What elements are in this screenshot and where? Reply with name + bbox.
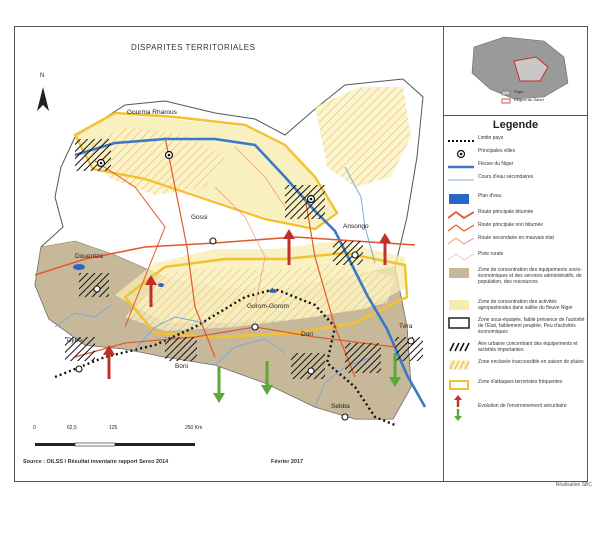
legend-item-enclaved-zone: Zone enclavée inaccessible en saison de pluies (448, 359, 586, 375)
city-marker (210, 238, 216, 244)
legend-item-concentration-zone: Zone de concentration des équipements socio-économiques et des services administratifs, de population, des ressources (448, 267, 586, 297)
map-date: Février 2017 (271, 459, 304, 465)
city-marker (408, 338, 414, 344)
arrow-down-1 (213, 367, 225, 403)
legend-item-country-border: Limite pays (478, 135, 504, 141)
town-gorom-gorom: Gorom-Gorom (247, 303, 289, 310)
scale-tick-1: 62,5 (67, 425, 77, 431)
urban-area-7 (291, 353, 325, 379)
city-marker (252, 324, 258, 330)
scale-tick-3: 250 Km (185, 425, 203, 431)
city-marker (94, 286, 100, 292)
town-boni: Boni (175, 363, 189, 370)
legend-item-security-evolution: Evolution de l'environnement sécuritaire (448, 395, 586, 421)
water-body-3 (158, 283, 164, 287)
legend-item-water-body: Plan d'eau (448, 193, 586, 207)
water-body-1 (73, 264, 85, 270)
north-arrow-icon (37, 87, 49, 111)
legend-item-rural-track: Piste rurale (448, 251, 586, 265)
town-ansongo: Ansongo (343, 223, 369, 230)
city-marker (308, 368, 314, 374)
city-marker (342, 414, 348, 420)
urban-area-8 (345, 343, 381, 373)
urban-area-4 (79, 273, 109, 297)
map-credit: Réalisation SBC (555, 482, 592, 488)
arrow-up-4 (103, 345, 115, 379)
town-djibo: Djibo (67, 337, 82, 344)
town-douentza: Douentza (75, 253, 103, 260)
scale-tick-2: 125 (109, 425, 118, 431)
legend-item-attack-zone: Zone d'attaques terroristes fréquentes (448, 379, 586, 393)
legend-panel (444, 27, 587, 481)
north-label: N (40, 73, 45, 79)
map-panel (15, 27, 444, 481)
town-gourma-rharous: Gourma Rharous (127, 109, 177, 116)
legend-item-cities: Principales villes (448, 148, 586, 162)
legend-title: Legende (492, 119, 539, 131)
legend-item-road-paved: Route principale bitumée (448, 209, 586, 223)
town-dori: Dori (301, 331, 313, 338)
legend-item-streams: Cours d'eau secondaires (478, 174, 534, 180)
legend-item-road-unpaved: Route principale non bitumée (448, 222, 586, 236)
city-marker (352, 252, 358, 258)
scale-bar (35, 443, 195, 446)
city-marker (76, 366, 82, 372)
town-tera: Téra (399, 323, 413, 330)
legend-item-niger-river: Fleuve du Niger (478, 161, 514, 167)
urban-area-2 (285, 185, 325, 219)
inset-map (444, 27, 587, 116)
legend-item-road-secondary: Route secondaire en mauvais état (448, 235, 586, 249)
legend-item-underequipped-zone: Zone sous-équipée, faible présence de l'autorité de l'Etat, faiblement peuplée, Peu d'activités économiques (448, 317, 586, 339)
scale-tick-0: 0 (33, 425, 36, 431)
map-title: DISPARITES TERRITORIALES (131, 43, 256, 52)
legend-item-urban-area: Aire urbaine concentrant des équipements et activités importantes (448, 341, 586, 357)
urban-area-6 (165, 337, 197, 361)
legend-item-agro-zone: Zone de concentration des activités agropastorales dans vallée du fleuve Niger (448, 299, 586, 315)
map-source: Source : OILSS / Résultat inventaire rapport Sereo 2014 (23, 459, 169, 465)
inset-label-country: Pays (514, 89, 523, 94)
inset-label-region: Région du Sahel (514, 97, 544, 102)
water-body-2 (269, 289, 277, 293)
map-frame (14, 26, 588, 482)
town-gossi: Gossi (191, 214, 208, 221)
urban-area-3 (333, 241, 363, 265)
town-sebba: Sebba (331, 403, 350, 410)
urban-area-1 (75, 139, 111, 171)
